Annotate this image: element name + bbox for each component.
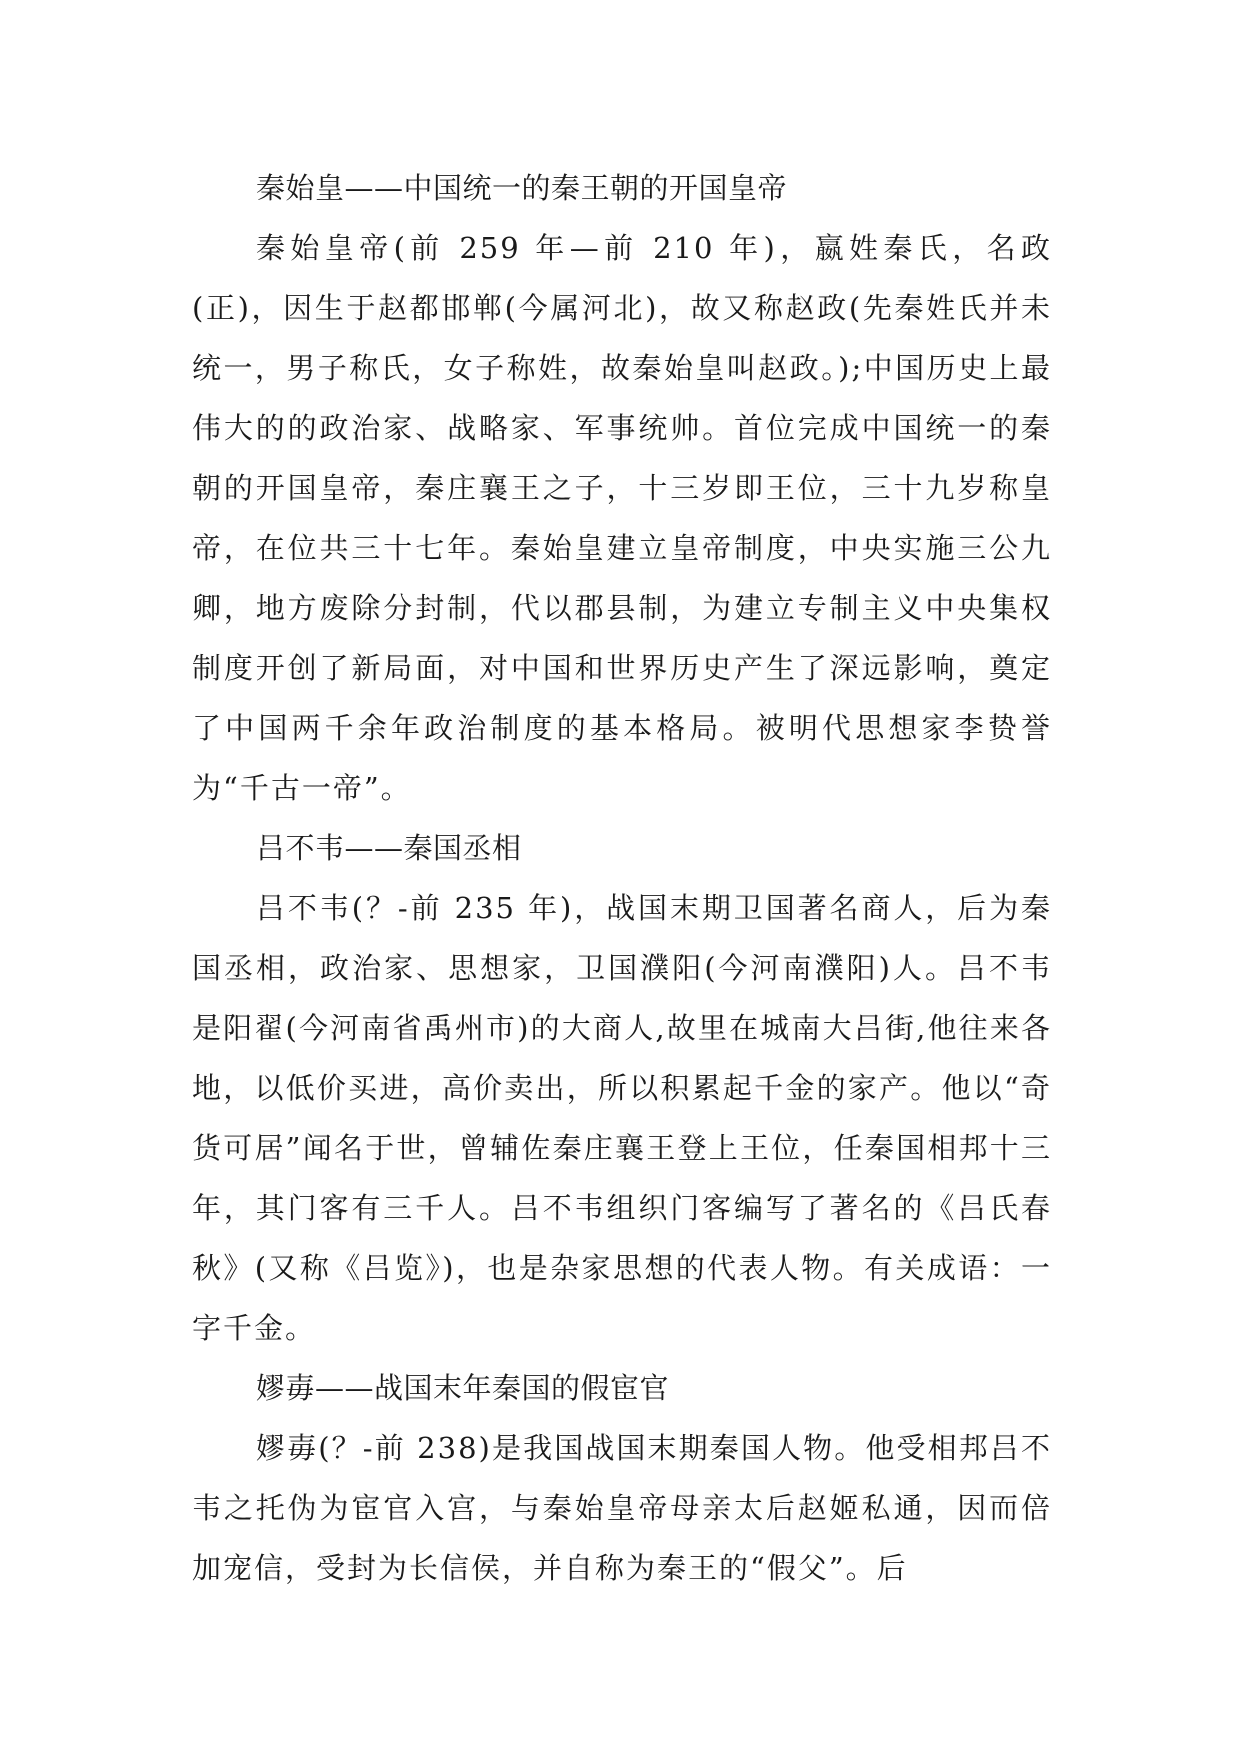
section-qin-shi-huang	[192, 158, 1052, 818]
section-paragraph: 吕不韦(？-前 235 年)，战国末期卫国著名商人，后为秦国丞相，政治家、思想家，卫国濮阳(今河南濮阳)人。吕不韦是阳翟(今河南省禹州市)的大商人,故里在城南大吕街,他往来各地，以低价买进，高价卖出，所以积累起千金的家产。他以“奇货可居”闻名于世，曾辅佐秦庄襄王登上王位，任秦国相邦十三年，其门客有三千人。吕不韦组织门客编写了著名的《吕氏春秋》(又称《吕览》)，也是杂家思想的代表人物。有关成语：一字千金。	[192, 891, 1052, 1345]
section-lu-buwei	[192, 818, 1052, 1358]
section-lao-ai	[192, 1358, 1052, 1598]
section-heading: 嫪毐——战国末年秦国的假宦官	[256, 1371, 670, 1405]
document-body	[192, 158, 1052, 1598]
section-paragraph: 秦始皇帝(前 259 年—前 210 年)，嬴姓秦氏，名政(正)，因生于赵都邯郸(今属河北)，故又称赵政(先秦姓氏并未统一，男子称氏，女子称姓，故秦始皇叫赵政。);中国历史上最伟大的的政治家、战略家、军事统帅。首位完成中国统一的秦朝的开国皇帝，秦庄襄王之子，十三岁即王位，三十九岁称皇帝，在位共三十七年。秦始皇建立皇帝制度，中央实施三公九卿，地方废除分封制，代以郡县制，为建立专制主义中央集权制度开创了新局面，对中国和世界历史产生了深远影响，奠定了中国两千余年政治制度的基本格局。被明代思想家李贽誉为“千古一帝”。	[192, 231, 1052, 805]
section-heading: 吕不韦——秦国丞相	[256, 831, 522, 865]
section-heading: 秦始皇——中国统一的秦王朝的开国皇帝	[256, 171, 788, 205]
section-paragraph: 嫪毐(？-前 238)是我国战国末期秦国人物。他受相邦吕不韦之托伪为宦官入宫，与秦始皇帝母亲太后赵姬私通，因而倍加宠信，受封为长信侯，并自称为秦王的“假父”。后	[192, 1431, 1052, 1585]
